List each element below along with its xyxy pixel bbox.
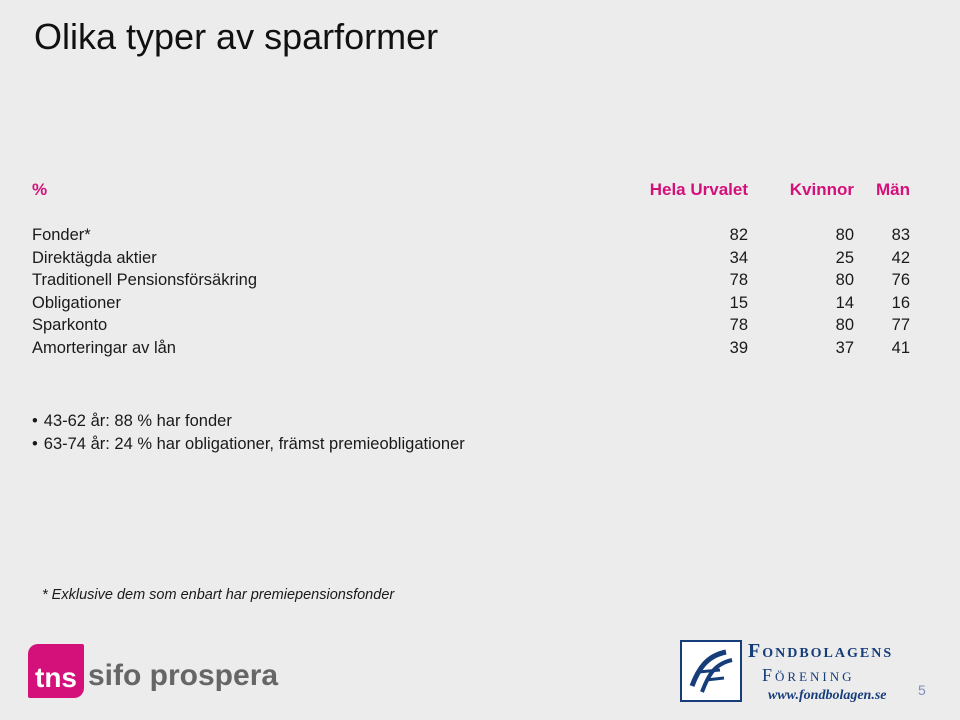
- cell-man: 83: [891, 226, 910, 244]
- header-kvinnor: Kvinnor: [789, 180, 854, 199]
- ff-line1: Fondbolagens: [748, 640, 894, 662]
- sifo-prospera-text: sifo prospera: [88, 659, 279, 692]
- header-percent: %: [32, 180, 48, 199]
- cell-hela: 78: [729, 271, 748, 289]
- row-label: Traditionell Pensionsförsäkring: [32, 271, 257, 289]
- tns-sifo-prospera-logo: [28, 644, 278, 698]
- tns-logo-mark: tns: [28, 644, 84, 698]
- table-row: [32, 271, 912, 294]
- table-row: [32, 249, 912, 272]
- cell-man: 76: [891, 271, 910, 289]
- ff-emblem-icon: [680, 640, 742, 702]
- table-row: [32, 226, 912, 249]
- cell-hela: 78: [729, 316, 748, 334]
- row-label: Amorteringar av lån: [32, 338, 176, 357]
- row-label: Sparkonto: [32, 316, 108, 334]
- cell-hela: 39: [729, 338, 748, 357]
- ff-url: www.fondbolagen.se: [768, 688, 887, 703]
- ff-line2: Förening: [762, 665, 855, 685]
- page-title: Olika typer av sparformer: [34, 16, 439, 57]
- header-man: Män: [876, 180, 910, 199]
- cell-kvinnor: 25: [835, 248, 854, 267]
- cell-man: 16: [891, 293, 910, 312]
- header-hela-urvalet: Hela Urvalet: [649, 180, 748, 199]
- table-header: [32, 178, 912, 204]
- cell-kvinnor: 80: [835, 226, 854, 244]
- data-table: [32, 178, 912, 361]
- cell-man: 77: [891, 316, 910, 334]
- page-number: 5: [918, 682, 926, 698]
- cell-kvinnor: 80: [835, 271, 854, 289]
- bullet-list: [32, 410, 465, 456]
- cell-kvinnor: 37: [835, 338, 854, 357]
- row-label: Obligationer: [32, 293, 121, 312]
- bullet-item: • 43-62 år: 88 % har fonder: [32, 410, 465, 433]
- cell-hela: 82: [729, 226, 748, 244]
- cell-kvinnor: 80: [835, 316, 854, 334]
- fondbolagens-forening-logo: [680, 640, 893, 704]
- row-label: Fonder*: [32, 226, 91, 244]
- cell-hela: 34: [729, 248, 748, 267]
- cell-hela: 15: [729, 293, 748, 312]
- row-label: Direktägda aktier: [32, 248, 157, 267]
- bullet-item: • 63-74 år: 24 % har obligationer, främst premieobligationer: [32, 433, 465, 456]
- table-row: [32, 316, 912, 339]
- footnote: * Exklusive dem som enbart har premiepensionsfonder: [42, 587, 395, 603]
- cell-man: 42: [891, 248, 910, 267]
- cell-man: 41: [891, 338, 910, 357]
- table-row: [32, 339, 912, 362]
- cell-kvinnor: 14: [835, 293, 854, 312]
- table-row: [32, 294, 912, 317]
